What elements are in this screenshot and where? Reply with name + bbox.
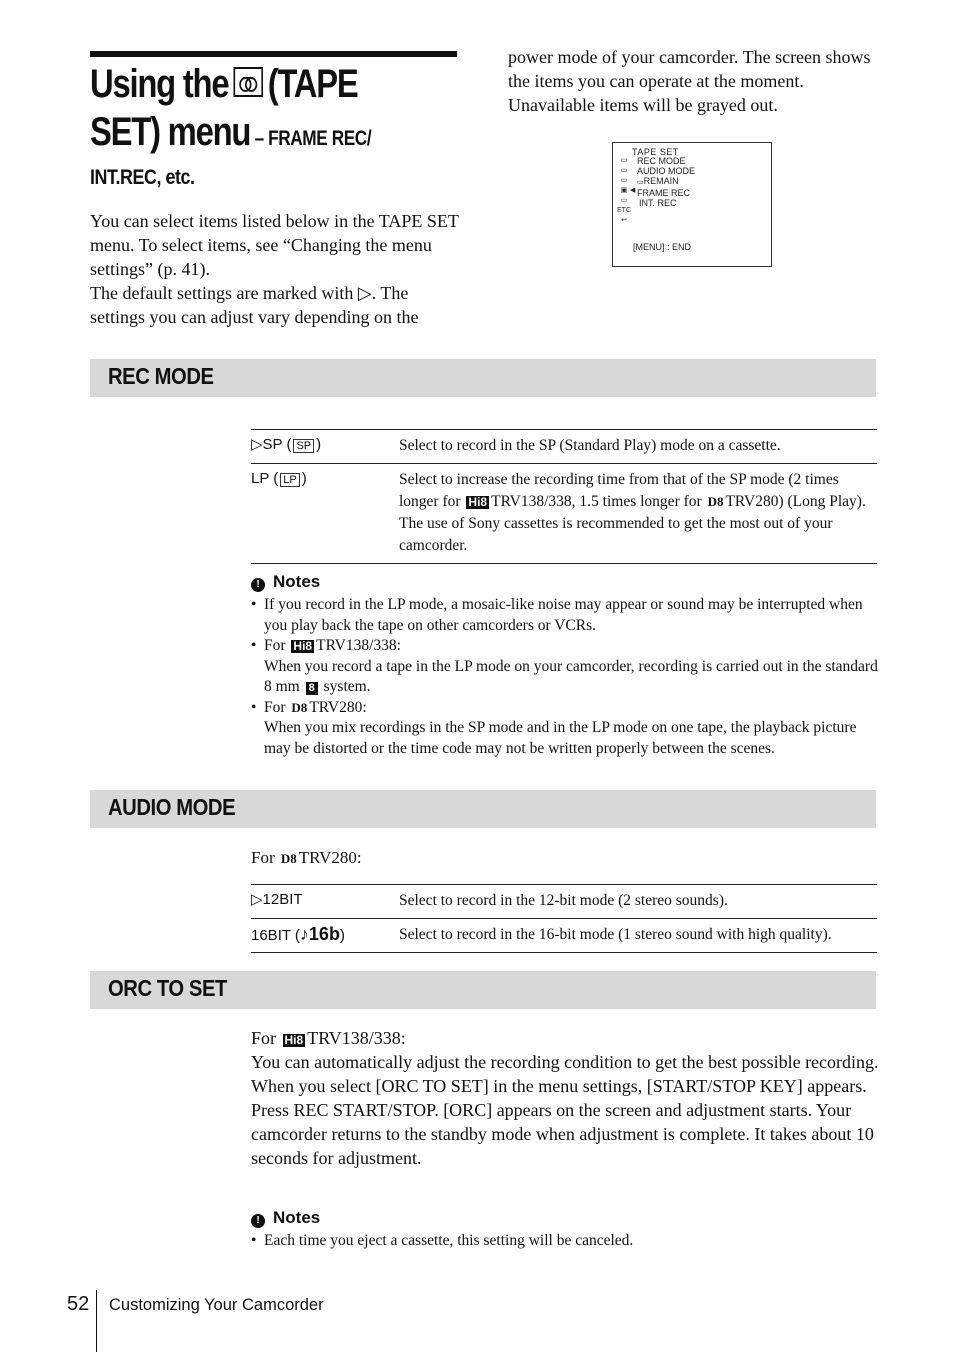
return-icon: ↩ bbox=[621, 217, 627, 224]
screen-items bbox=[637, 156, 695, 208]
etc-label: ETC bbox=[617, 207, 631, 214]
screen-item: FRAME REC bbox=[637, 188, 691, 198]
option-key: LP ( LP ) bbox=[251, 464, 399, 564]
cam-icon: ▭ bbox=[620, 197, 628, 204]
option-key: 16BIT (♪16b) bbox=[251, 919, 399, 953]
list-item: • For D8 TRV280: When you mix recordings in the SP mode and in the LP mode on one tape, the playback picture may be distorted or the time code may not be written properly between the scenes. bbox=[251, 698, 881, 760]
tape-icon bbox=[233, 67, 263, 97]
section-heading: AUDIO MODE bbox=[108, 794, 236, 820]
screen-title: TAPE SET bbox=[632, 147, 679, 157]
notes-heading: ! Notes bbox=[251, 572, 320, 592]
section-heading: REC MODE bbox=[108, 363, 214, 389]
section-heading: ORC TO SET bbox=[108, 975, 227, 1001]
screen-end: [MENU] : END bbox=[633, 242, 692, 252]
sp-icon: SP bbox=[293, 439, 314, 453]
menu-screen-illustration bbox=[612, 142, 772, 267]
hi8-icon: Hi8 bbox=[468, 495, 488, 509]
option-key: ▷SP ( SP ) bbox=[251, 430, 399, 464]
footer-rule bbox=[96, 1290, 97, 1352]
orc-notes bbox=[251, 1231, 881, 1252]
option-desc: Select to record in the 16-bit mode (1 stereo sound with high quality). bbox=[399, 919, 877, 953]
audio-for: For D8 TRV280: bbox=[251, 846, 881, 871]
table-row bbox=[251, 885, 877, 919]
intro-text-2: The default settings are marked with ▷. The settings you can adjust vary depending on the bbox=[90, 283, 419, 327]
digital8-icon: D8 bbox=[280, 851, 297, 866]
orc-paragraph-2: When you select [ORC TO SET] in the menu settings, [START/STOP KEY] appears. Press REC START/STOP. [ORC] appears on the screen and adjustment starts. Your camcorder returns to the standby mode when adjustment is complete. It takes about 10 seconds for adjustment. bbox=[251, 1076, 874, 1168]
lp-icon: LP bbox=[280, 473, 299, 487]
title-rule bbox=[90, 51, 457, 57]
screen-item: REC MODE bbox=[637, 156, 686, 166]
table-row bbox=[251, 464, 877, 564]
footer-section: Customizing Your Camcorder bbox=[109, 1296, 324, 1314]
digital8-icon: D8 bbox=[707, 494, 724, 509]
8mm-icon: 8 bbox=[306, 682, 318, 695]
page-title bbox=[90, 60, 470, 193]
notes-heading: ! Notes bbox=[251, 1208, 320, 1228]
section-rec-mode bbox=[90, 359, 876, 397]
title-line2-b: – FRAME REC/ bbox=[250, 127, 372, 150]
option-desc: Select to record in the SP (Standard Play) mode on a cassette. bbox=[399, 430, 877, 464]
note-icon: ! bbox=[251, 578, 265, 592]
section-audio-mode bbox=[90, 790, 876, 828]
digital8-icon: D8 bbox=[291, 699, 308, 715]
list-item: • If you record in the LP mode, a mosaic-like noise may appear or sound may be interrupted when you play back the tape on other camcorders or VCRs. bbox=[251, 595, 881, 636]
screen-item: ▭REMAIN bbox=[637, 176, 679, 186]
option-key: ▷12BIT bbox=[251, 885, 399, 919]
section-orc-to-set bbox=[90, 971, 876, 1009]
title-line3: INT.REC, etc. bbox=[90, 166, 195, 189]
cam-icon: ▭ bbox=[620, 177, 628, 184]
audio-mode-table bbox=[251, 884, 877, 953]
table-row bbox=[251, 430, 877, 464]
rec-mode-notes bbox=[251, 595, 881, 759]
16bit-icon: ♪16b bbox=[299, 924, 340, 944]
intro-text-1: You can select items listed below in the TAPE SET menu. To select items, see “Changing the menu settings” (p. 41). bbox=[90, 211, 459, 279]
hi8-icon: Hi8 bbox=[284, 1033, 304, 1047]
table-row bbox=[251, 919, 877, 953]
screen-item: INT. REC bbox=[639, 198, 677, 208]
list-item: • Each time you eject a cassette, this setting will be canceled. bbox=[251, 1231, 881, 1252]
orc-for: For Hi8 TRV138/338: bbox=[251, 1028, 406, 1048]
orc-body bbox=[251, 1026, 881, 1170]
hi8-icon: Hi8 bbox=[293, 639, 313, 653]
option-desc: Select to increase the recording time from that of the SP mode (2 times longer for Hi8 TRV138/338, 1.5 times longer for D8 TRV280) (Long Play). The use of Sony cassettes is recommended to get the most out of your camcorder. bbox=[399, 464, 877, 564]
cam-icon: ▭ bbox=[620, 157, 628, 164]
intro-left bbox=[90, 209, 460, 329]
selector-arrow-icon: ◀ bbox=[630, 187, 636, 194]
title-line1-b: (TAPE bbox=[267, 62, 358, 106]
list-item: • For Hi8 TRV138/338: When you record a tape in the LP mode on your camcorder, recording is carried out in the standard 8 mm 8 system. bbox=[251, 636, 881, 698]
screen-item: AUDIO MODE bbox=[637, 166, 696, 176]
option-desc: Select to record in the 12-bit mode (2 stereo sounds). bbox=[399, 885, 877, 919]
title-line2-a: SET) menu bbox=[90, 110, 251, 154]
page-number: 52 bbox=[67, 1293, 90, 1315]
orc-paragraph-1: You can automatically adjust the recording condition to get the best possible recording. bbox=[251, 1052, 879, 1072]
tape-icon: ▣ bbox=[620, 187, 628, 194]
note-icon: ! bbox=[251, 1214, 265, 1228]
rec-mode-table bbox=[251, 429, 877, 564]
cam-icon: ▭ bbox=[620, 167, 628, 174]
title-line1-a: Using the bbox=[90, 62, 229, 106]
screen-icons bbox=[617, 156, 631, 226]
tape-icon: ▭ bbox=[637, 179, 644, 186]
intro-right: power mode of your camcorder. The screen shows the items you can operate at the moment. Unavailable items will be grayed out. bbox=[508, 47, 871, 115]
